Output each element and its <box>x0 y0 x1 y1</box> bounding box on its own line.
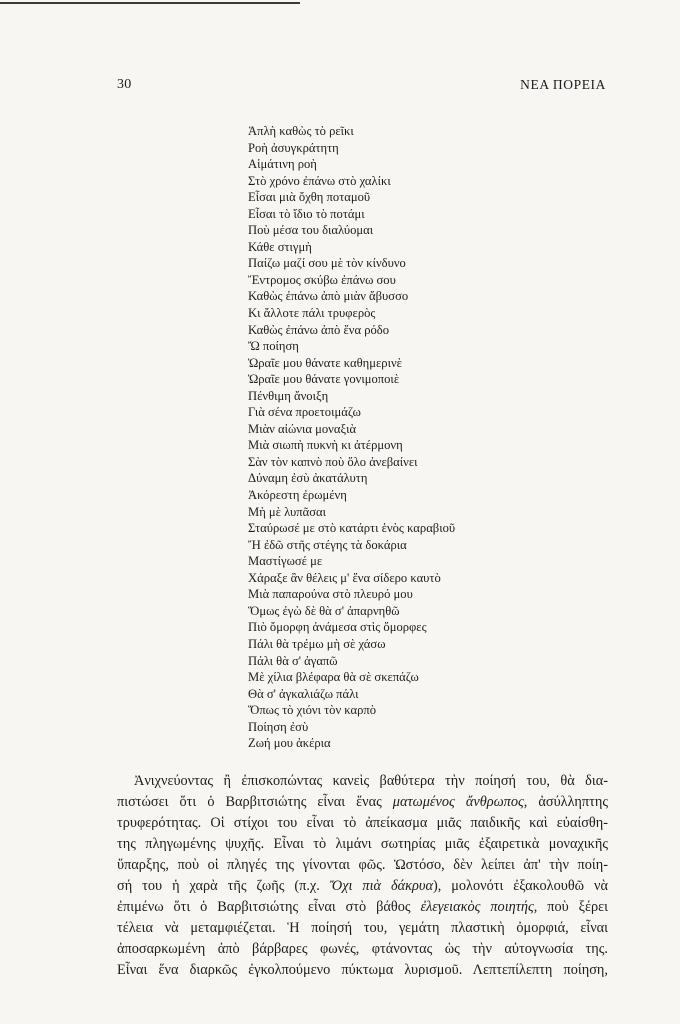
page-number: 30 <box>117 77 132 92</box>
poem-line: Ἤ ἐδῶ στῆς στέγης τὰ δοκάρια <box>248 537 407 552</box>
poem-line: Μιὰν αἰώνια μοναξιὰ <box>248 421 357 436</box>
emphasized-text: ἐλεγειακὸς ποιητής <box>420 899 534 915</box>
poem-line: Εἶσαι τὸ ἴδιο τὸ ποτάμι <box>248 206 365 221</box>
prose-text: τέλεια νὰ μεταμφιέζεται. Ἡ ποίησή του, γεμάτη πλαστικὴ ὀμορφιά, εἶναι <box>117 920 608 936</box>
poem-line: Πένθιμη ἄνοιξη <box>248 388 329 403</box>
poem <box>248 123 568 752</box>
prose-line <box>117 939 608 960</box>
poem-line: Μιὰ παπαρούνα στὸ πλευρό μου <box>248 587 413 602</box>
prose-text: , ἀσύλληπτης <box>523 794 608 810</box>
prose-text: Εἶναι ἕνα διαρκῶς ἐγκολπούμενο πύκτωμα λυρισμοῦ. Λεπτεπίλεπτη ποίηση, <box>117 962 608 978</box>
poem-line: Ἀκόρεστη ἐρωμένη <box>248 488 347 503</box>
prose-text: ἐπιμένω ὅτι ὁ Βαρβιτσιώτης εἶναι στὸ βάθος <box>117 899 421 915</box>
prose-line <box>117 855 608 876</box>
prose-line <box>117 876 608 897</box>
prose-line <box>117 792 608 813</box>
prose-text: πιστώσει ὅτι ὁ Βαρβιτσιώτης εἶναι ἕνας <box>117 794 393 810</box>
prose-text: σή του ἡ χαρὰ τῆς ζωῆς (π.χ. <box>117 878 330 894</box>
prose-paragraph <box>117 771 608 981</box>
poem-line: Μὲ χίλια βλέφαρα θὰ σὲ σκεπάζω <box>248 670 419 685</box>
poem-line: Καθὼς ἐπάνω ἀπὸ ἕνα ρόδο <box>248 322 390 337</box>
prose-line <box>117 918 608 939</box>
poem-line: Θὰ σ' ἀγκαλιάζω πάλι <box>248 686 359 701</box>
prose-line <box>117 813 608 834</box>
poem-line: Ζωή μου ἀκέρια <box>248 736 331 751</box>
prose-text: ), μολονότι ἐξακολουθῶ νὰ <box>432 878 608 894</box>
poem-line: Πιὸ ὄμορφη ἀνάμεσα στὶς ὄμορφες <box>248 620 427 635</box>
poem-line: Ὅμως ἐγὼ δὲ θὰ σ' ἀπαρνηθῶ <box>248 603 400 618</box>
prose-line <box>117 960 608 981</box>
poem-line: Στὸ χρόνο ἐπάνω στὸ χαλίκι <box>248 173 391 188</box>
top-rule <box>0 2 300 4</box>
poem-line: Μαστίγωσέ με <box>248 554 323 569</box>
poem-line: Ποὺ μέσα του διαλύομαι <box>248 223 374 238</box>
poem-line: Γιὰ σένα προετοιμάζω <box>248 405 361 420</box>
poem-line: Καθὼς ἐπάνω ἀπὸ μιὰν ἄβυσσο <box>248 289 409 304</box>
prose-text: της πληγωμένης ψυχῆς. Εἶναι τὸ λιμάνι σωτηρίας μιᾶς ἐξαιρετικὰ μοναχικῆς <box>117 836 608 852</box>
prose-text: τρυφερότητας. Οἱ στίχοι του εἶναι τὸ ἀπείκασμα μιᾶς παιδικῆς καὶ εὐαίσθη- <box>117 815 608 831</box>
prose-line <box>117 834 608 855</box>
poem-line: Αἱμάτινη ροὴ <box>248 157 317 172</box>
poem-line: Μὴ μὲ λυπᾶσαι <box>248 504 326 519</box>
prose-line <box>117 897 608 918</box>
poem-line: Χάραξε ἂν θέλεις μ' ἕνα σίδερο καυτὸ <box>248 570 441 585</box>
poem-line: Ὤ ποίηση <box>248 339 299 354</box>
poem-line: Ὡραῖε μου θάνατε γονιμοποιὲ <box>248 372 400 387</box>
poem-line: Σὰν τὸν καπνὸ ποὺ ὅλο ἀνεβαίνει <box>248 454 418 469</box>
prose-text: ἀποσαρκωμένη ἀπὸ βάρβαρες φωνές, φτάνοντας ὡς τὴν αὐτογνωσία της. <box>117 941 608 957</box>
poem-line: Κι ἄλλοτε πάλι τρυφερὸς <box>248 306 376 321</box>
poem-line: Κάθε στιγμὴ <box>248 239 312 254</box>
poem-line: Εἶσαι μιὰ ὄχθη ποταμοῦ <box>248 190 371 205</box>
poem-line: Μιὰ σιωπὴ πυκνὴ κι ἀτέρμονη <box>248 438 403 453</box>
prose-text: Ἀνιχνεύοντας ἢ ἐπισκοπώντας κανεὶς βαθύτερα τὴν ποίησή του, θὰ δια- <box>134 773 608 789</box>
poem-line: Ποίηση ἐσὺ <box>248 719 309 734</box>
poem-line: Ἔντρομος σκύβω ἐπάνω σου <box>248 272 396 287</box>
prose-line <box>117 771 608 792</box>
poem-line: Ἁπλὴ καθὼς τὸ ρεῖκι <box>248 124 354 138</box>
poem-line: Σταύρωσέ με στὸ κατάρτι ἑνὸς καραβιοῦ <box>248 521 456 536</box>
emphasized-text: ματωμένος ἄνθρωπος <box>392 794 524 810</box>
poem-line: Πάλι θὰ τρέμω μὴ σὲ χάσω <box>248 636 386 651</box>
poem-line: Ὡραῖε μου θάνατε καθημερινὲ <box>248 355 402 370</box>
poem-line: Δύναμη ἐσὺ ἀκατάλυτη <box>248 471 368 486</box>
running-title: ΝΕΑ ΠΟΡΕΙΑ <box>520 77 606 92</box>
emphasized-text: Ὄχι πιὰ δάκρυα <box>329 878 433 894</box>
poem-line: Πάλι θὰ σ' ἀγαπῶ <box>248 653 338 668</box>
poem-line: Ροὴ ἀσυγκράτητη <box>248 140 339 155</box>
poem-line: Παίζω μαζί σου μὲ τὸν κίνδυνο <box>248 256 406 271</box>
poem-line: Ὅπως τὸ χιόνι τὸν καρπὸ <box>248 703 377 718</box>
prose-text: , ποὺ ξέρει <box>533 899 608 915</box>
prose-text: ὕπαρξης, ποὺ οἱ πληγές της γίνονται φῶς. Ὡστόσο, δὲν λείπει ἀπ' τὴν ποίη- <box>117 857 608 873</box>
